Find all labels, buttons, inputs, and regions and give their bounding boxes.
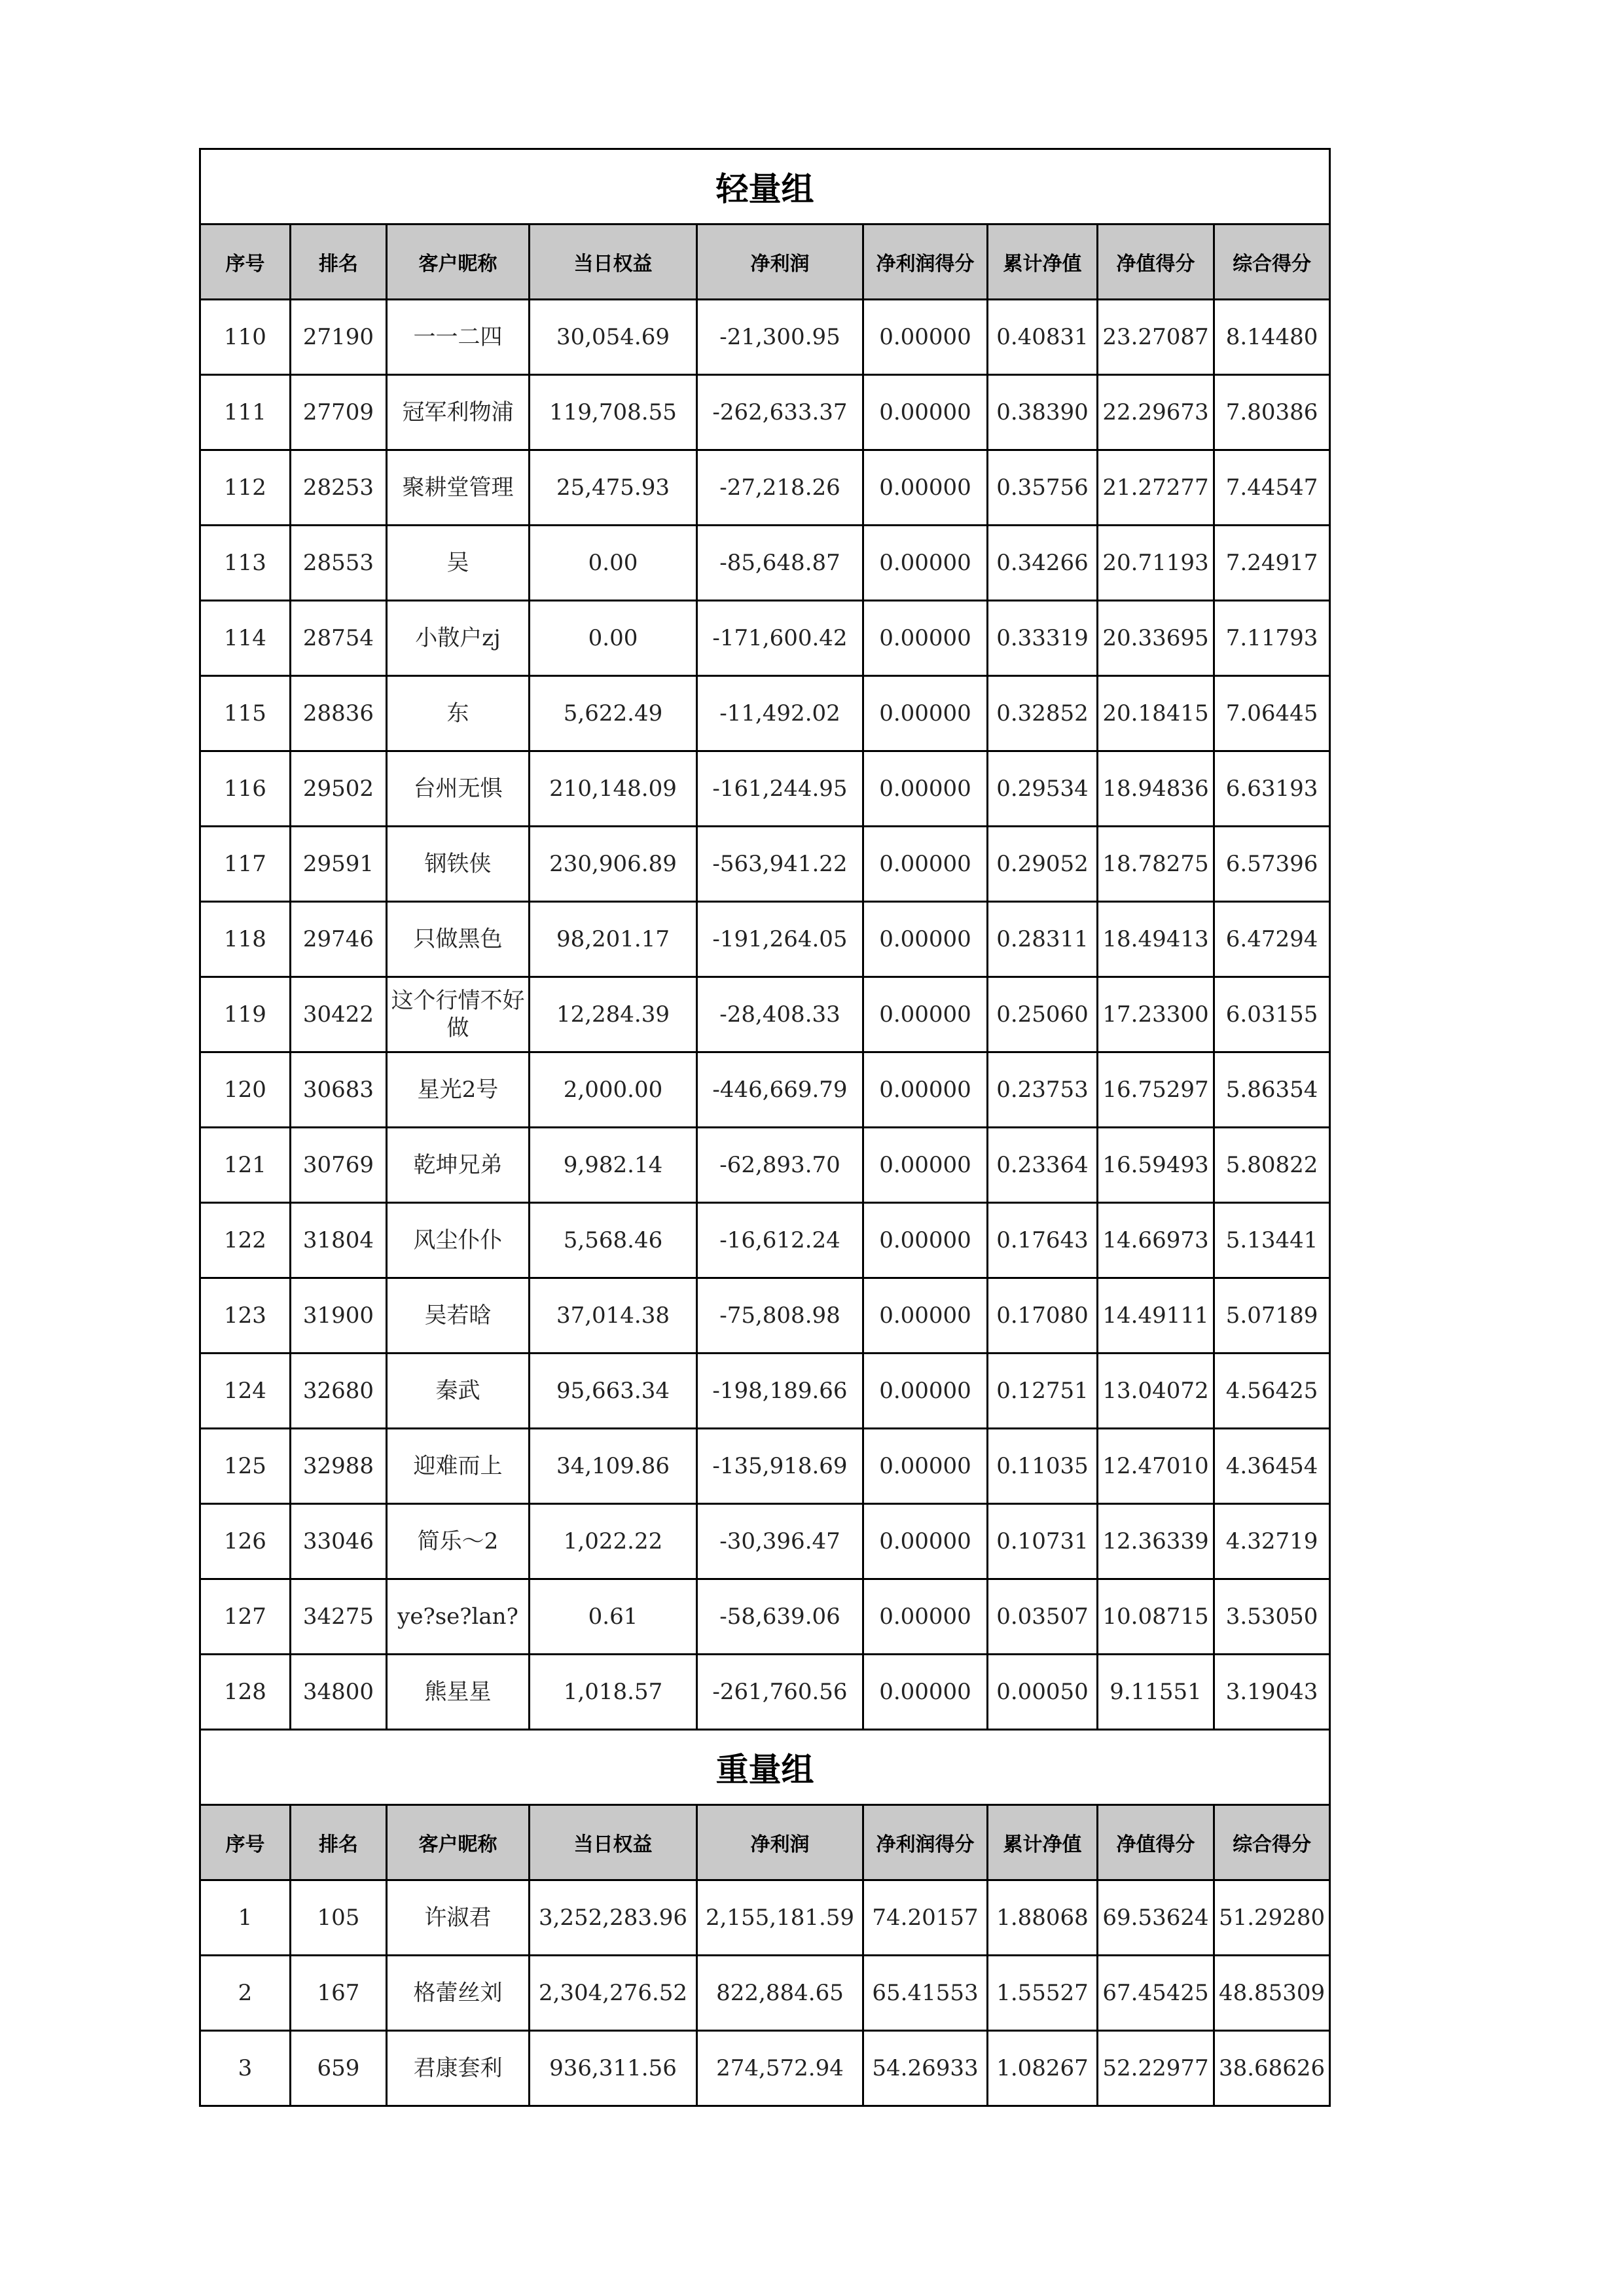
- table-cell: 110: [200, 300, 291, 375]
- table-cell: 3.19043: [1214, 1655, 1330, 1730]
- column-header: 净利润得分: [863, 224, 988, 300]
- table-cell: -75,808.98: [697, 1278, 863, 1354]
- table-cell: 14.66973: [1098, 1203, 1214, 1278]
- table-cell: -171,600.42: [697, 601, 863, 676]
- table-cell: 32680: [291, 1354, 387, 1429]
- table-cell: 119: [200, 977, 291, 1052]
- table-cell: 4.56425: [1214, 1354, 1330, 1429]
- table-cell: 9.11551: [1098, 1655, 1214, 1730]
- table-row: [200, 1655, 1330, 1730]
- table-cell: 5,622.49: [530, 676, 697, 751]
- table-cell: -27,218.26: [697, 450, 863, 526]
- table-cell: 38.68626: [1214, 2031, 1330, 2106]
- table-cell: 128: [200, 1655, 291, 1730]
- table-cell: 127: [200, 1579, 291, 1655]
- table-cell: 0.10731: [988, 1504, 1098, 1579]
- table-cell: 8.14480: [1214, 300, 1330, 375]
- table-cell: 98,201.17: [530, 902, 697, 977]
- table-cell: 125: [200, 1429, 291, 1504]
- table-cell: 12.36339: [1098, 1504, 1214, 1579]
- table-cell: 112: [200, 450, 291, 526]
- table-cell: 936,311.56: [530, 2031, 697, 2106]
- table-cell: 37,014.38: [530, 1278, 697, 1354]
- table-cell: 1.88068: [988, 1880, 1098, 1956]
- table-cell: 9,982.14: [530, 1128, 697, 1203]
- table-cell: -62,893.70: [697, 1128, 863, 1203]
- table-row: [200, 1880, 1330, 1956]
- table-cell: 16.59493: [1098, 1128, 1214, 1203]
- column-header: 净利润得分: [863, 1805, 988, 1880]
- table-cell: 3: [200, 2031, 291, 2106]
- table-row: [200, 1354, 1330, 1429]
- table-cell: 22.29673: [1098, 375, 1214, 450]
- table-row: [200, 751, 1330, 827]
- table-cell: 0.00050: [988, 1655, 1098, 1730]
- table-cell: 4.36454: [1214, 1429, 1330, 1504]
- table-cell: 33046: [291, 1504, 387, 1579]
- table-cell: -28,408.33: [697, 977, 863, 1052]
- table-cell: 0.00000: [863, 902, 988, 977]
- table-cell: 东: [387, 676, 530, 751]
- column-header: 排名: [291, 1805, 387, 1880]
- table-cell: 18.94836: [1098, 751, 1214, 827]
- table-cell: 18.49413: [1098, 902, 1214, 977]
- table-cell: 27709: [291, 375, 387, 450]
- table-cell: 简乐～2: [387, 1504, 530, 1579]
- table-row: [200, 1956, 1330, 2031]
- table-cell: 只做黑色: [387, 902, 530, 977]
- table-cell: 23.27087: [1098, 300, 1214, 375]
- table-cell: 迎难而上: [387, 1429, 530, 1504]
- table-cell: 65.41553: [863, 1956, 988, 2031]
- table-cell: -21,300.95: [697, 300, 863, 375]
- column-header: 累计净值: [988, 1805, 1098, 1880]
- table-cell: -58,639.06: [697, 1579, 863, 1655]
- table-row: [200, 300, 1330, 375]
- table-row: [200, 902, 1330, 977]
- table-cell: 122: [200, 1203, 291, 1278]
- table-cell: 20.33695: [1098, 601, 1214, 676]
- table-cell: 30422: [291, 977, 387, 1052]
- table-cell: -262,633.37: [697, 375, 863, 450]
- table-cell: 0.34266: [988, 526, 1098, 601]
- table-cell: 12.47010: [1098, 1429, 1214, 1504]
- column-header: 序号: [200, 1805, 291, 1880]
- table-cell: 113: [200, 526, 291, 601]
- table-cell: 21.27277: [1098, 450, 1214, 526]
- table-cell: 25,475.93: [530, 450, 697, 526]
- table-cell: 0.17643: [988, 1203, 1098, 1278]
- table-cell: 0.32852: [988, 676, 1098, 751]
- table-cell: 7.80386: [1214, 375, 1330, 450]
- table-cell: 小散户zj: [387, 601, 530, 676]
- table-cell: 0.00000: [863, 601, 988, 676]
- table-cell: 6.47294: [1214, 902, 1330, 977]
- table-cell: 0.00: [530, 526, 697, 601]
- table-cell: 6.63193: [1214, 751, 1330, 827]
- table-cell: 许淑君: [387, 1880, 530, 1956]
- table-cell: -11,492.02: [697, 676, 863, 751]
- table-cell: 0.03507: [988, 1579, 1098, 1655]
- light-group-title-row: [200, 149, 1330, 224]
- table-cell: 0.33319: [988, 601, 1098, 676]
- table-cell: 0.00000: [863, 1203, 988, 1278]
- table-cell: 54.26933: [863, 2031, 988, 2106]
- table-cell: 0.00000: [863, 676, 988, 751]
- table-cell: 74.20157: [863, 1880, 988, 1956]
- table-row: [200, 977, 1330, 1052]
- table-cell: -135,918.69: [697, 1429, 863, 1504]
- table-cell: 0.25060: [988, 977, 1098, 1052]
- column-header: 综合得分: [1214, 224, 1330, 300]
- table-cell: 1,018.57: [530, 1655, 697, 1730]
- table-cell: -563,941.22: [697, 827, 863, 902]
- table-cell: 29746: [291, 902, 387, 977]
- table-cell: 冠军利物浦: [387, 375, 530, 450]
- table-cell: 20.18415: [1098, 676, 1214, 751]
- table-row: [200, 375, 1330, 450]
- light-group-header-row: [200, 224, 1330, 300]
- table-cell: 2,304,276.52: [530, 1956, 697, 2031]
- table-cell: 君康套利: [387, 2031, 530, 2106]
- table-cell: 1: [200, 1880, 291, 1956]
- table-cell: 0.35756: [988, 450, 1098, 526]
- table-cell: 吴: [387, 526, 530, 601]
- table-cell: 2,000.00: [530, 1052, 697, 1128]
- table-cell: 34275: [291, 1579, 387, 1655]
- table-cell: 51.29280: [1214, 1880, 1330, 1956]
- table-cell: 20.71193: [1098, 526, 1214, 601]
- table-cell: 10.08715: [1098, 1579, 1214, 1655]
- table-cell: -198,189.66: [697, 1354, 863, 1429]
- table-cell: 210,148.09: [530, 751, 697, 827]
- ranking-table: [199, 148, 1331, 2107]
- column-header: 净值得分: [1098, 1805, 1214, 1880]
- table-cell: 6.03155: [1214, 977, 1330, 1052]
- table-cell: 29502: [291, 751, 387, 827]
- table-cell: 0.17080: [988, 1278, 1098, 1354]
- table-cell: 钢铁侠: [387, 827, 530, 902]
- table-cell: 30,054.69: [530, 300, 697, 375]
- table-row: [200, 1504, 1330, 1579]
- table-cell: 乾坤兄弟: [387, 1128, 530, 1203]
- table-cell: 31804: [291, 1203, 387, 1278]
- table-cell: 230,906.89: [530, 827, 697, 902]
- table-cell: 117: [200, 827, 291, 902]
- table-cell: -191,264.05: [697, 902, 863, 977]
- table-cell: 0.00000: [863, 1278, 988, 1354]
- table-body: [200, 149, 1330, 2106]
- column-header: 当日权益: [530, 1805, 697, 1880]
- heavy-group-title-row: [200, 1730, 1330, 1805]
- table-cell: 0.00000: [863, 526, 988, 601]
- table-cell: 0.00000: [863, 450, 988, 526]
- table-cell: 126: [200, 1504, 291, 1579]
- table-cell: 0.28311: [988, 902, 1098, 977]
- table-cell: 一一二四: [387, 300, 530, 375]
- column-header: 排名: [291, 224, 387, 300]
- table-cell: 822,884.65: [697, 1956, 863, 2031]
- table-cell: -30,396.47: [697, 1504, 863, 1579]
- table-row: [200, 676, 1330, 751]
- table-cell: 105: [291, 1880, 387, 1956]
- table-cell: 118: [200, 902, 291, 977]
- table-cell: 29591: [291, 827, 387, 902]
- table-cell: 67.45425: [1098, 1956, 1214, 2031]
- table-cell: 5.07189: [1214, 1278, 1330, 1354]
- table-cell: 659: [291, 2031, 387, 2106]
- table-cell: 2: [200, 1956, 291, 2031]
- table-cell: 34800: [291, 1655, 387, 1730]
- table-cell: 0.29534: [988, 751, 1098, 827]
- heavy-group-title: 重量组: [200, 1730, 1330, 1805]
- table-cell: 111: [200, 375, 291, 450]
- table-cell: 0.00000: [863, 1052, 988, 1128]
- light-group-title: 轻量组: [200, 149, 1330, 224]
- column-header: 序号: [200, 224, 291, 300]
- table-cell: 7.06445: [1214, 676, 1330, 751]
- table-cell: 32988: [291, 1429, 387, 1504]
- table-cell: 0.00000: [863, 300, 988, 375]
- table-cell: 这个行情不好做: [387, 977, 530, 1052]
- table-cell: 0.00000: [863, 375, 988, 450]
- table-cell: 16.75297: [1098, 1052, 1214, 1128]
- table-cell: 27190: [291, 300, 387, 375]
- table-cell: 2,155,181.59: [697, 1880, 863, 1956]
- table-cell: 30683: [291, 1052, 387, 1128]
- table-cell: 48.85309: [1214, 1956, 1330, 2031]
- column-header: 客户昵称: [387, 224, 530, 300]
- table-cell: 13.04072: [1098, 1354, 1214, 1429]
- table-cell: 风尘仆仆: [387, 1203, 530, 1278]
- table-cell: 30769: [291, 1128, 387, 1203]
- table-cell: 0.23753: [988, 1052, 1098, 1128]
- table-cell: 114: [200, 601, 291, 676]
- table-cell: 4.32719: [1214, 1504, 1330, 1579]
- table-cell: 120: [200, 1052, 291, 1128]
- table-cell: 1.08267: [988, 2031, 1098, 2106]
- ranking-sheet: [199, 148, 1331, 2107]
- column-header: 综合得分: [1214, 1805, 1330, 1880]
- table-cell: 69.53624: [1098, 1880, 1214, 1956]
- table-cell: 115: [200, 676, 291, 751]
- table-cell: 0.11035: [988, 1429, 1098, 1504]
- column-header: 净利润: [697, 224, 863, 300]
- table-cell: 0.00: [530, 601, 697, 676]
- table-cell: -446,669.79: [697, 1052, 863, 1128]
- table-cell: -261,760.56: [697, 1655, 863, 1730]
- table-row: [200, 827, 1330, 902]
- table-cell: 34,109.86: [530, 1429, 697, 1504]
- table-cell: 0.38390: [988, 375, 1098, 450]
- table-row: [200, 450, 1330, 526]
- column-header: 净值得分: [1098, 224, 1214, 300]
- table-cell: 52.22977: [1098, 2031, 1214, 2106]
- table-cell: 119,708.55: [530, 375, 697, 450]
- table-cell: 0.00000: [863, 1579, 988, 1655]
- table-cell: 28836: [291, 676, 387, 751]
- table-cell: 5,568.46: [530, 1203, 697, 1278]
- table-cell: -16,612.24: [697, 1203, 863, 1278]
- table-cell: 5.13441: [1214, 1203, 1330, 1278]
- table-row: [200, 1429, 1330, 1504]
- table-cell: 0.00000: [863, 977, 988, 1052]
- table-cell: 17.23300: [1098, 977, 1214, 1052]
- table-row: [200, 1203, 1330, 1278]
- table-cell: 95,663.34: [530, 1354, 697, 1429]
- table-row: [200, 2031, 1330, 2106]
- column-header: 客户昵称: [387, 1805, 530, 1880]
- table-cell: 7.44547: [1214, 450, 1330, 526]
- table-cell: 123: [200, 1278, 291, 1354]
- table-cell: 0.29052: [988, 827, 1098, 902]
- table-cell: 0.00000: [863, 827, 988, 902]
- table-cell: -161,244.95: [697, 751, 863, 827]
- table-cell: 5.80822: [1214, 1128, 1330, 1203]
- table-row: [200, 1579, 1330, 1655]
- table-cell: 116: [200, 751, 291, 827]
- table-cell: 3,252,283.96: [530, 1880, 697, 1956]
- table-cell: 秦武: [387, 1354, 530, 1429]
- table-cell: 7.24917: [1214, 526, 1330, 601]
- table-cell: ye?se?lan?: [387, 1579, 530, 1655]
- table-cell: 28754: [291, 601, 387, 676]
- table-cell: 0.00000: [863, 1655, 988, 1730]
- table-cell: 1.55527: [988, 1956, 1098, 2031]
- table-cell: 121: [200, 1128, 291, 1203]
- table-cell: 12,284.39: [530, 977, 697, 1052]
- column-header: 净利润: [697, 1805, 863, 1880]
- table-cell: 熊星星: [387, 1655, 530, 1730]
- table-cell: 0.40831: [988, 300, 1098, 375]
- table-cell: 格蕾丝刘: [387, 1956, 530, 2031]
- table-cell: 124: [200, 1354, 291, 1429]
- table-cell: 星光2号: [387, 1052, 530, 1128]
- table-row: [200, 1128, 1330, 1203]
- table-cell: 274,572.94: [697, 2031, 863, 2106]
- table-cell: 0.00000: [863, 1128, 988, 1203]
- table-cell: 0.00000: [863, 751, 988, 827]
- table-cell: 吴若晗: [387, 1278, 530, 1354]
- table-cell: 3.53050: [1214, 1579, 1330, 1655]
- table-cell: 28553: [291, 526, 387, 601]
- table-cell: 0.61: [530, 1579, 697, 1655]
- table-row: [200, 1052, 1330, 1128]
- table-cell: 0.00000: [863, 1354, 988, 1429]
- table-cell: 1,022.22: [530, 1504, 697, 1579]
- table-cell: 聚耕堂管理: [387, 450, 530, 526]
- table-cell: 31900: [291, 1278, 387, 1354]
- table-cell: 0.23364: [988, 1128, 1098, 1203]
- table-cell: 0.00000: [863, 1504, 988, 1579]
- column-header: 当日权益: [530, 224, 697, 300]
- table-cell: 18.78275: [1098, 827, 1214, 902]
- table-row: [200, 601, 1330, 676]
- table-cell: 0.00000: [863, 1429, 988, 1504]
- table-cell: 167: [291, 1956, 387, 2031]
- heavy-group-header-row: [200, 1805, 1330, 1880]
- table-cell: 28253: [291, 450, 387, 526]
- table-cell: 0.12751: [988, 1354, 1098, 1429]
- table-row: [200, 526, 1330, 601]
- table-cell: 14.49111: [1098, 1278, 1214, 1354]
- table-cell: -85,648.87: [697, 526, 863, 601]
- column-header: 累计净值: [988, 224, 1098, 300]
- table-cell: 5.86354: [1214, 1052, 1330, 1128]
- table-row: [200, 1278, 1330, 1354]
- table-cell: 6.57396: [1214, 827, 1330, 902]
- table-cell: 台州无惧: [387, 751, 530, 827]
- table-cell: 7.11793: [1214, 601, 1330, 676]
